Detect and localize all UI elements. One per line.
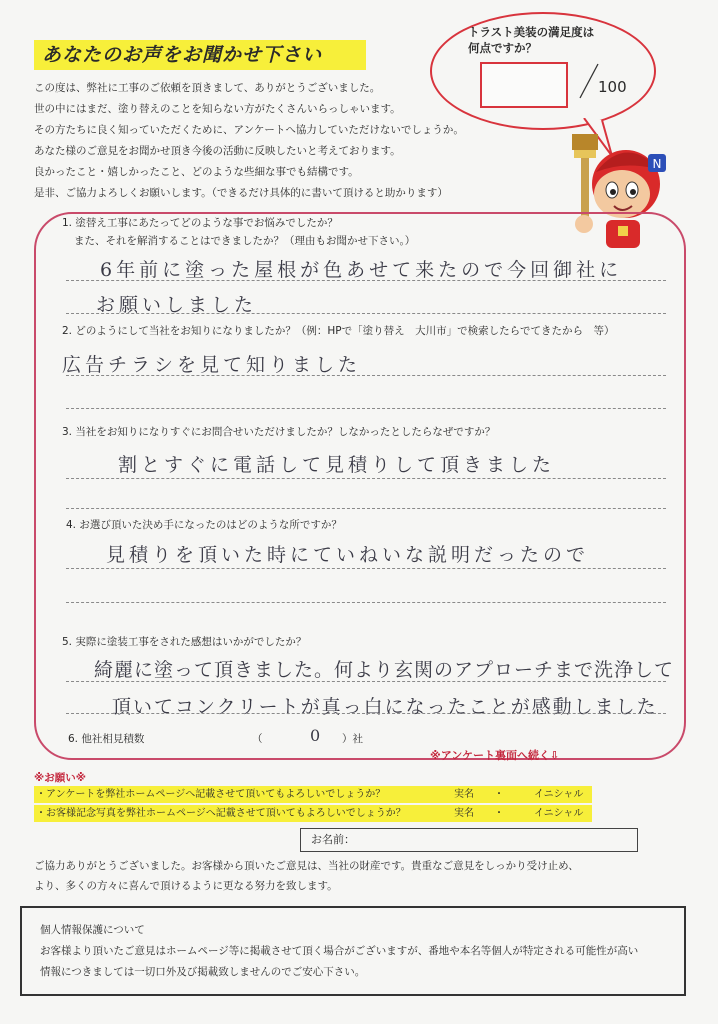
satisfaction-question xyxy=(468,24,628,56)
quote-count-value: 0 xyxy=(310,726,325,745)
intro-text xyxy=(34,78,504,204)
satisfaction-question-line: トラスト美装の満足度は xyxy=(468,25,595,39)
bracket-open: （ xyxy=(252,733,263,745)
question-3: 3. 当社をお知りになりすぐにお問合せいただけましたか？しなかったとしたらなぜですか？ xyxy=(62,426,496,438)
intro-line: 世の中にはまだ、塗り替えのことを知らない方がたくさんいらっしゃいます。 xyxy=(34,103,401,115)
answer-1-line2: お願いしました xyxy=(96,294,258,316)
intro-line: 是非、ご協力よろしくお願いします。（できるだけ具体的に書いて頂けると助かります） xyxy=(34,187,448,199)
option-initial[interactable]: イニシャル xyxy=(534,789,584,800)
option-separator: ・ xyxy=(494,808,504,819)
intro-line: その方たちに良く知っていただくために、アンケートへ協力していただけないでしょうか。 xyxy=(34,124,464,136)
thanks-line: より、多くの方々に喜んで頂けるように更なる努力を致します。 xyxy=(34,880,338,892)
privacy-box xyxy=(20,906,686,996)
question-4: 4. お選び頂いた決め手になったのはどのような所ですか？ xyxy=(66,519,342,531)
request-text: ・お客様記念写真を弊社ホームページへ記載させて頂いてもよろしいでしょうか？ xyxy=(36,808,406,819)
answer-5-line2: 頂いてコンクリートが真っ白になったことが感動しました xyxy=(112,696,658,718)
request-text: ・アンケートを弊社ホームページへ記載させて頂いてもよろしいでしょうか？ xyxy=(36,789,386,800)
answer-rule xyxy=(66,478,666,479)
continue-note: ※アンケート裏面へ続く⇩ xyxy=(430,749,560,762)
intro-line: この度は、弊社に工事のご依頼を頂きまして、ありがとうございました。 xyxy=(34,82,381,94)
answer-rule xyxy=(66,681,666,682)
answer-rule xyxy=(66,280,666,281)
option-separator: ・ xyxy=(494,789,504,800)
request-row xyxy=(34,786,592,803)
question-2: 2. どのようにして当社をお知りになりましたか？（例：HPで「塗り替え 大川市」で検索したらでてきたから 等） xyxy=(62,325,615,337)
question-1-sub: また、それを解消することはできましたか？（理由もお聞かせ下さい。） xyxy=(74,235,416,247)
answer-rule xyxy=(66,568,666,569)
request-heading: ※お願い※ xyxy=(34,772,86,784)
answer-rule xyxy=(66,375,666,376)
svg-text:N: N xyxy=(652,157,662,171)
answer-3: 割とすぐに電話して見積りして頂きました xyxy=(118,454,556,476)
privacy-title: 個人情報保護について xyxy=(40,924,145,936)
answer-rule xyxy=(66,713,666,714)
answer-5-line1: 綺麗に塗って頂きました。何より玄関のアプローチまで洗浄して xyxy=(94,659,675,681)
answer-rule xyxy=(66,602,666,603)
answer-1-line1: 6年前に塗った屋根が色あせて来たので今回御社に xyxy=(100,259,623,281)
privacy-line: 情報につきましては一切口外及び掲載致しませんのでご安心下さい。 xyxy=(40,966,366,978)
thanks-text xyxy=(34,856,684,896)
answer-rule xyxy=(66,313,666,314)
intro-line: あなた様のご意見をお聞かせ頂き今後の活動に反映したいと考えております。 xyxy=(34,145,401,157)
request-row xyxy=(34,805,592,822)
satisfaction-question-line: 何点ですか？ xyxy=(468,41,537,55)
answer-4: 見積りを頂いた時にていねいな説明だったので xyxy=(106,544,590,566)
name-field[interactable]: お名前： xyxy=(300,828,638,852)
answer-rule xyxy=(66,508,666,509)
intro-line: 良かったこと・嬉しかったこと、どのような些細な事でも結構です。 xyxy=(34,166,359,178)
privacy-line: お客様より頂いたご意見はホームページ等に掲載させて頂く場合がございますが、番地や本名等個人が特定される可能性が高い xyxy=(40,945,639,957)
question-1: 1. 塗替え工事にあたってどのような事でお悩みでしたか？ xyxy=(62,217,338,229)
answer-rule xyxy=(66,408,666,409)
bracket-close: ）社 xyxy=(342,733,363,745)
satisfaction-max: 100 xyxy=(598,78,627,96)
satisfaction-score-field[interactable] xyxy=(480,62,568,108)
page-title: あなたのお声をお聞かせ下さい xyxy=(34,40,366,70)
option-real-name[interactable]: 実名 xyxy=(454,789,474,800)
option-real-name[interactable]: 実名 xyxy=(454,808,474,819)
question-6: 6. 他社相見積数 xyxy=(68,733,145,745)
answer-2: 広告チラシを見て知りました xyxy=(62,354,362,376)
thanks-line: ご協力ありがとうございました。お客様から頂いたご意見は、当社の財産です。貴重なご意見をしっかり受け止め、 xyxy=(34,860,579,872)
question-5: 5. 実際に塗装工事をされた感想はいかがでしたか？ xyxy=(62,636,307,648)
option-initial[interactable]: イニシャル xyxy=(534,808,584,819)
